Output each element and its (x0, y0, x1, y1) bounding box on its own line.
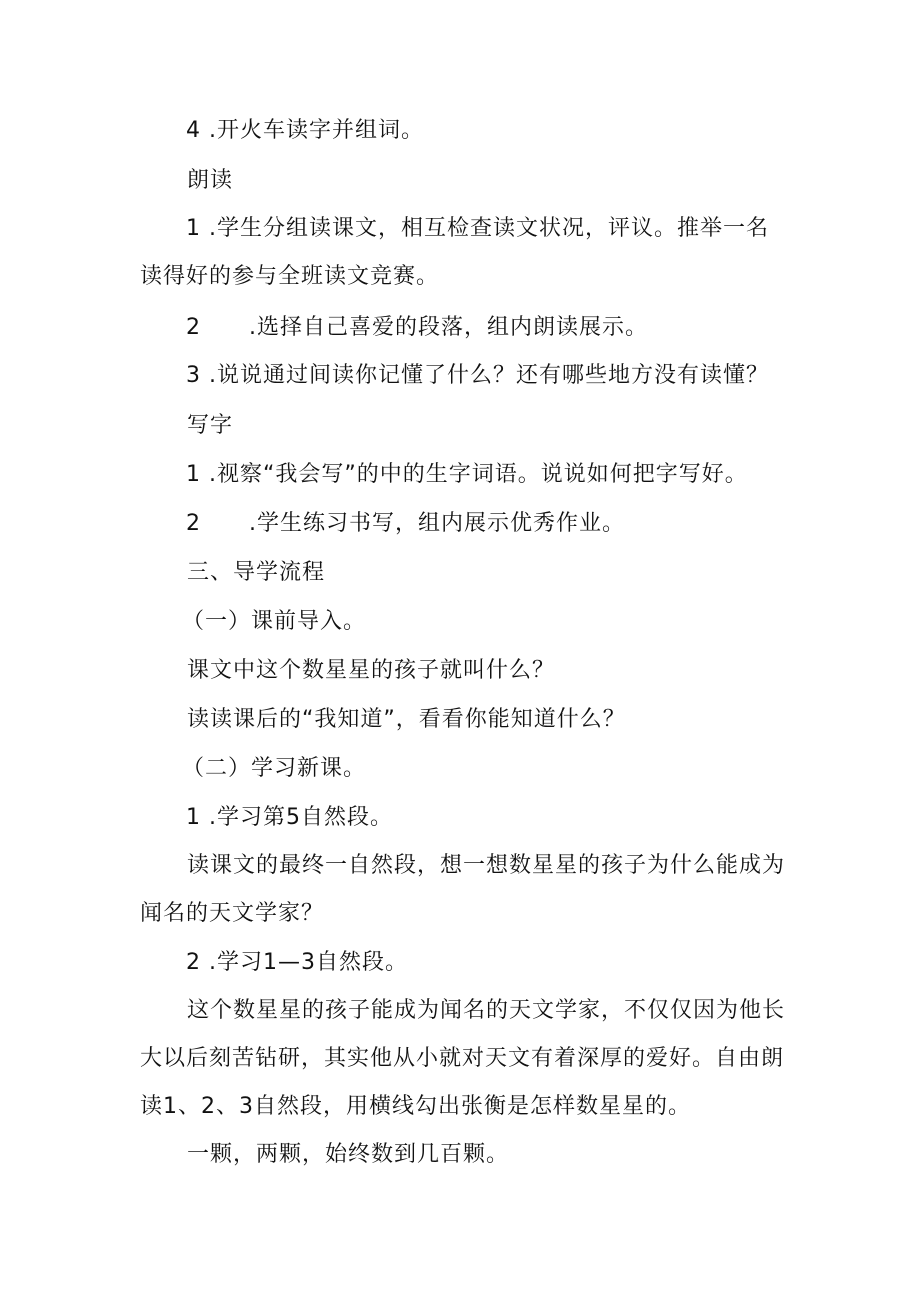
subsection-heading: （一）课前导入。 (182, 609, 367, 634)
text-line: 这个数星星的孩子能成为闻名的天文学家，不仅仅因为他长 (187, 998, 786, 1023)
text-line: 读读课后的“我知道”，看看你能知道什么？ (187, 707, 626, 732)
text-line: 2 .学习1—3自然段。 (186, 950, 408, 975)
text-line: 课文中这个数星星的孩子就叫什么？ (187, 658, 556, 683)
text-line: 读得好的参与全班读文竞赛。 (140, 264, 440, 289)
text-line: 1 .视察“我会写”的中的生字词语。说说如何把字写好。 (186, 462, 748, 487)
text-line: 2 .选择自己喜爱的段落，组内朗读展示。 (186, 315, 648, 340)
section-heading: 三、导学流程 (187, 560, 326, 585)
text-line: 闻名的天文学家？ (140, 901, 325, 926)
section-heading: 朗读 (187, 168, 234, 193)
text-line: 1 .学习第5自然段。 (186, 805, 393, 830)
text-line: 一颗，两颗，始终数到几百颗。 (187, 1142, 510, 1167)
text-line: 大以后刻苦钻研，其实他从小就对天文有着深厚的爱好。自由朗 (140, 1046, 785, 1071)
text-line: 读课文的最终一自然段，想一想数星星的孩子为什么能成为 (187, 853, 786, 878)
text-line: 3 .说说通过间读你记懂了什么？还有哪些地方没有读懂？ (186, 363, 769, 388)
text-line: 1 .学生分组读课文，相互检查读文状况，评议。推举一名 (186, 216, 769, 241)
text-line: 2 .学生练习书写，组内展示优秀作业。 (186, 511, 625, 536)
text-line: 4 .开火车读字并组词。 (186, 118, 424, 143)
section-heading: 写字 (187, 413, 234, 438)
subsection-heading: （二）学习新课。 (182, 756, 367, 781)
text-line: 读1、2、3自然段，用横线勾出张衡是怎样数星星的。 (140, 1094, 691, 1119)
